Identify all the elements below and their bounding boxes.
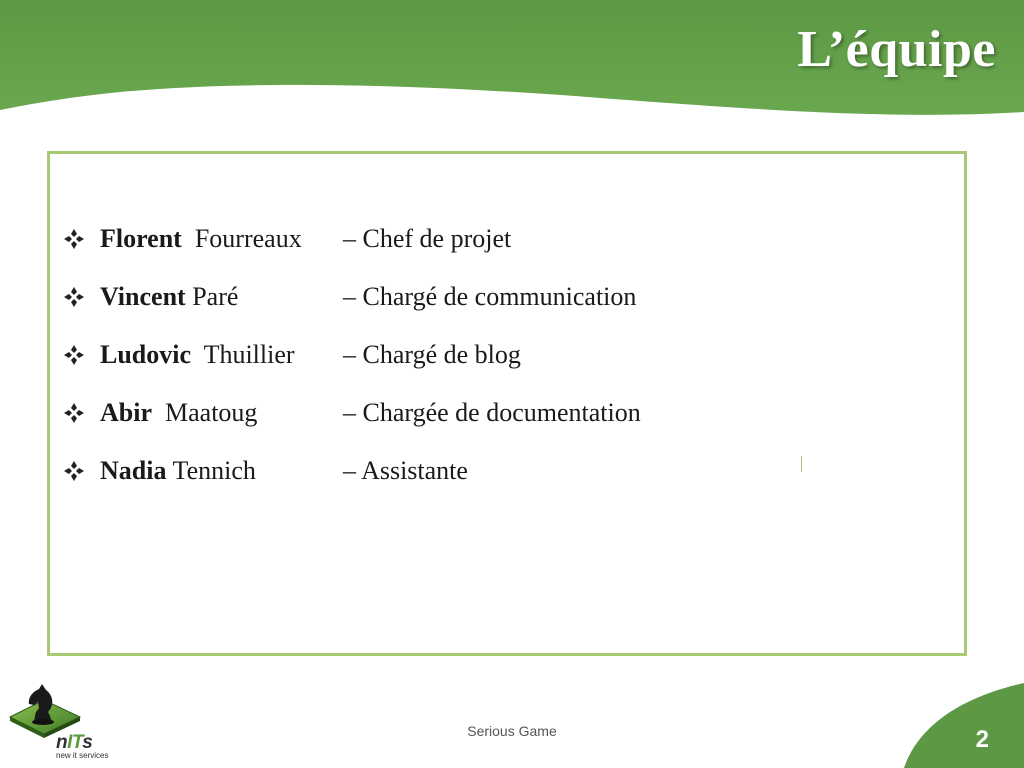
text-cursor-mark [801,456,802,472]
member-last-name: Paré [192,282,239,311]
member-role: – Chargée de documentation [343,398,641,427]
diamond-bullet-icon [64,461,84,481]
diamond-bullet-icon [64,287,84,307]
member-name [100,456,256,486]
company-tagline: new it services [56,751,109,760]
slide-title: L’équipe [797,21,996,78]
member-role: – Assistante [343,456,468,485]
member-role: – Chargé de communication [343,282,637,311]
company-logo-text: nITs [56,732,93,753]
member-first-name: Florent [100,224,182,253]
diamond-bullet-icon [64,229,84,249]
team-content-box [47,151,967,656]
diamond-bullet-icon [64,403,84,423]
page-number: 2 [975,726,989,753]
footer-text: Serious Game [467,723,557,739]
member-name [100,340,295,370]
diamond-bullet-icon [64,345,84,365]
member-role: – Chargé de blog [343,340,521,369]
page-number-corner [904,683,1024,768]
member-name [100,224,302,254]
member-first-name: Abir [100,398,152,427]
member-last-name: Fourreaux [194,224,302,253]
member-role: – Chef de projet [343,224,512,253]
member-first-name: Nadia [100,456,167,485]
member-last-name: Tennich [172,456,256,485]
member-name [100,282,238,312]
member-name [100,398,257,428]
member-last-name: Maatoug [165,398,258,427]
member-first-name: Vincent [100,282,186,311]
member-last-name: Thuillier [203,340,295,369]
member-first-name: Ludovic [100,340,192,369]
